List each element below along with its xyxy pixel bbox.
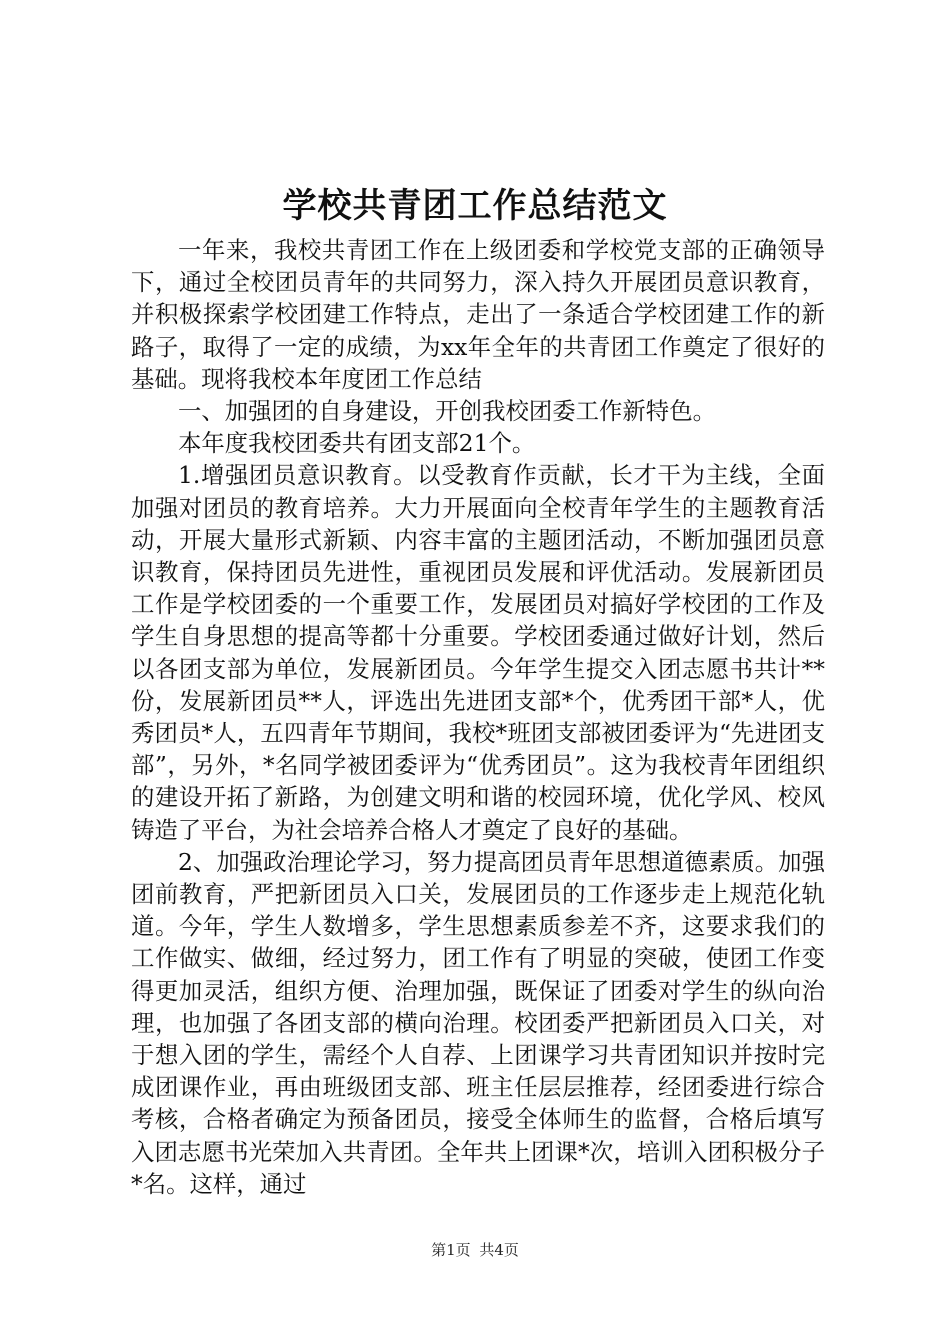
- page-total: 共4页: [479, 1241, 519, 1259]
- document-title: 学校共青团工作总结范文: [282, 186, 668, 226]
- document-body: [131, 234, 825, 1200]
- section-heading-1: 一、加强团的自身建设，开创我校团委工作新特色。: [178, 397, 716, 426]
- intro-paragraph: 一年来，我校共青团工作在上级团委和学校党支部的正确领导下，通过全校团员青年的共同努力，深入持久开展团员意识教育，并积极探索学校团建工作特点，走出了一条适合学校团建工作的新路子，取得了一定的成绩，为xx年全年的共青团工作奠定了很好的基础。现将我校本年度团工作总结: [131, 236, 825, 393]
- item-1-paragraph: 1.增强团员意识教育。以受教育作贡献，长才干为主线，全面加强对团员的教育培养。大力开展面向全校青年学生的主题教育活动，开展大量形式新颖、内容丰富的主题团活动，不断加强团员意识教育，保持团员先进性，重视团员发展和评优活动。发展新团员工作是学校团委的一个重要工作，发展团员对搞好学校团的工作及学生自身思想的提高等都十分重要。学校团委通过做好计划，然后以各团支部为单位，发展新团员。今年学生提交入团志愿书共计**份，发展新团员**人，评选出先进团支部*个，优秀团干部*人，优秀团员*人，五四青年节期间，我校*班团支部被团委评为“先进团支部”，另外，*名同学被团委评为“优秀团员”。这为我校青年团组织的建设开拓了新路，为创建文明和谐的校园环境，优化学风、校风铸造了平台，为社会培养合格人才奠定了良好的基础。: [131, 461, 825, 844]
- item-2-paragraph: 2、加强政治理论学习，努力提高团员青年思想道德素质。加强团前教育，严把新团员入口关，发展团员的工作逐步走上规范化轨道。今年，学生人数增多，学生思想素质参差不齐，这要求我们的工作做实、做细，经过努力，团工作有了明显的突破，使团工作变得更加灵活，组织方便、治理加强，既保证了团委对学生的纵向治理，也加强了各团支部的横向治理。校团委严把新团员入口关，对于想入团的学生，需经个人自荐、上团课学习共青团知识并按时完成团课作业，再由班级团支部、班主任层层推荐，经团委进行综合考核，合格者确定为预备团员，接受全体师生的监督，合格后填写入团志愿书光荣加入共青团。全年共上团课*次，培训入团积极分子*名。这样，通过: [131, 847, 825, 1198]
- page-number: 第1页: [431, 1241, 471, 1259]
- page-footer: [0, 1240, 950, 1260]
- branch-count-paragraph: 本年度我校团委共有团支部21个。: [178, 429, 536, 458]
